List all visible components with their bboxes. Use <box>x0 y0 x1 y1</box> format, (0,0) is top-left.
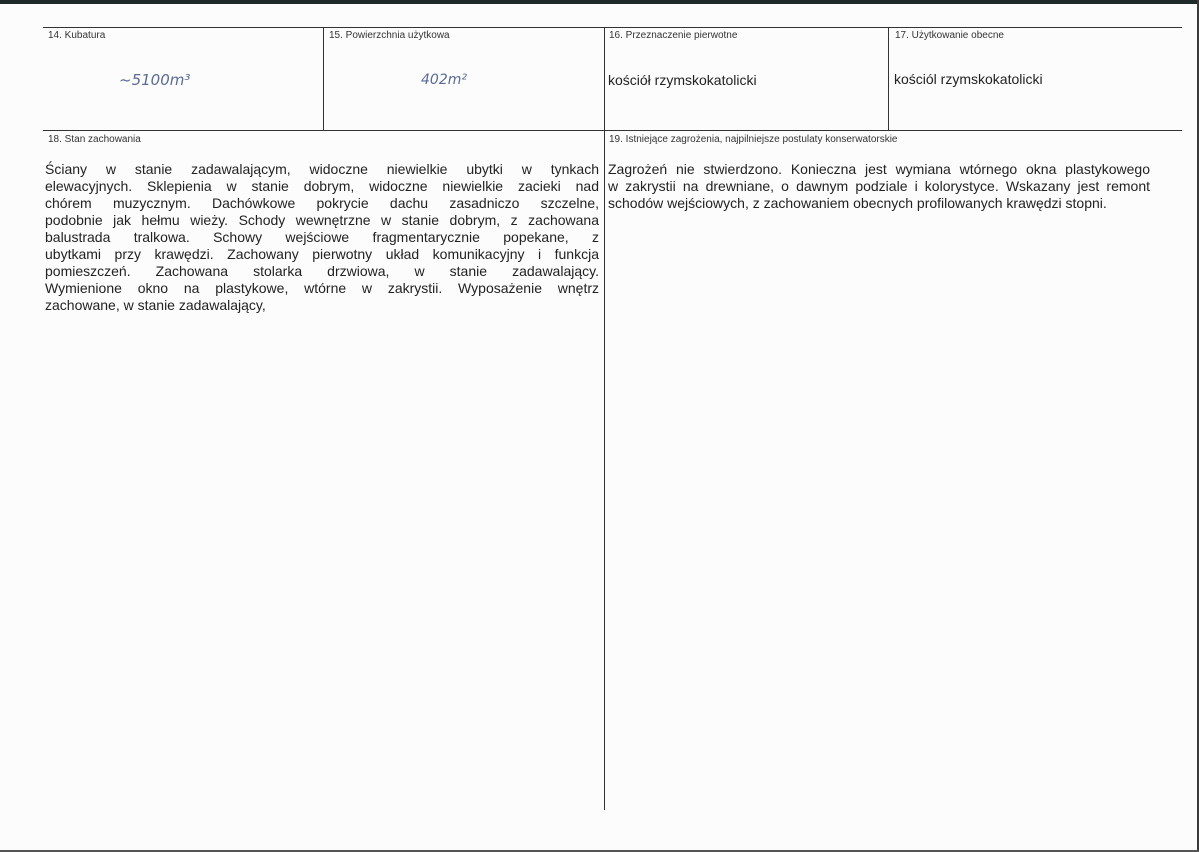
column-divider-3 <box>888 27 889 131</box>
zagrozenia-label: 19. Istniejące zagrożenia, najpilniejsze postulaty konserwatorskie <box>609 134 898 145</box>
text-line: zachowane, w stanie zadawalający, <box>45 297 266 313</box>
row-divider <box>43 130 1182 131</box>
text-line: Ściany w stanie zadawalającym, widoczne niewielkie ubytki w tynkach <box>45 161 599 177</box>
scan-top-edge <box>0 0 1199 4</box>
text-line: pomieszczeń. Zachowana stolarka drzwiowa, w stanie zadawalający. <box>45 263 599 279</box>
text-line: Wymienione okno na plastykowe, wtórne w zakrystii. Wyposażenie wnętrz <box>45 280 599 296</box>
stan-zachowania-label: 18. Stan zachowania <box>48 134 141 145</box>
conservation-form-table <box>43 27 1182 810</box>
przeznaczenie-label: 16. Przeznaczenie pierwotne <box>609 30 738 41</box>
text-line: ubytkami przy krawędzi. Zachowany pierwotny układ komunikacyjny i funkcja <box>45 246 599 262</box>
text-line: chórem muzycznym. Dachówkowe pokrycie dachu zasadniczo szczelne, <box>45 195 599 211</box>
przeznaczenie-value: kościół rzymskokatolicki <box>608 72 757 88</box>
column-divider-1 <box>323 27 324 131</box>
column-divider-2 <box>604 27 605 810</box>
text-line: balustrada tralkowa. Schowy wejściowe fragmentarycznie popekane, z <box>45 229 599 245</box>
text-line: w zakrystii na drewniane, o dawnym podziale i kolorystyce. Wskazany jest remont <box>608 178 1150 194</box>
powierzchnia-value: 402m² <box>421 72 467 88</box>
zagrozenia-text <box>608 161 1150 212</box>
text-line: schodów wejściowych, z zachowaniem obecnych profilowanych krawędzi stopni. <box>608 195 1107 211</box>
text-line: Zagrożeń nie stwierdzono. Konieczna jest wymiana wtórnego okna plastykowego <box>608 161 1150 177</box>
text-line: podobnie jak hełmu wieży. Schody wewnętrzne w stanie dobrym, z zachowana <box>45 212 599 228</box>
kubatura-label: 14. Kubatura <box>48 30 106 41</box>
uzytkowanie-value: kościól rzymskokatolicki <box>894 71 1043 87</box>
powierzchnia-label: 15. Powierzchnia użytkowa <box>329 30 450 41</box>
stan-zachowania-text <box>45 161 599 314</box>
table-top-border <box>43 27 1182 28</box>
text-line: elewacyjnych. Sklepienia w stanie dobrym, widoczne niewielkie zacieki nad <box>45 178 599 194</box>
kubatura-value: ~5100m³ <box>119 71 191 89</box>
uzytkowanie-label: 17. Użytkowanie obecne <box>895 30 1004 41</box>
